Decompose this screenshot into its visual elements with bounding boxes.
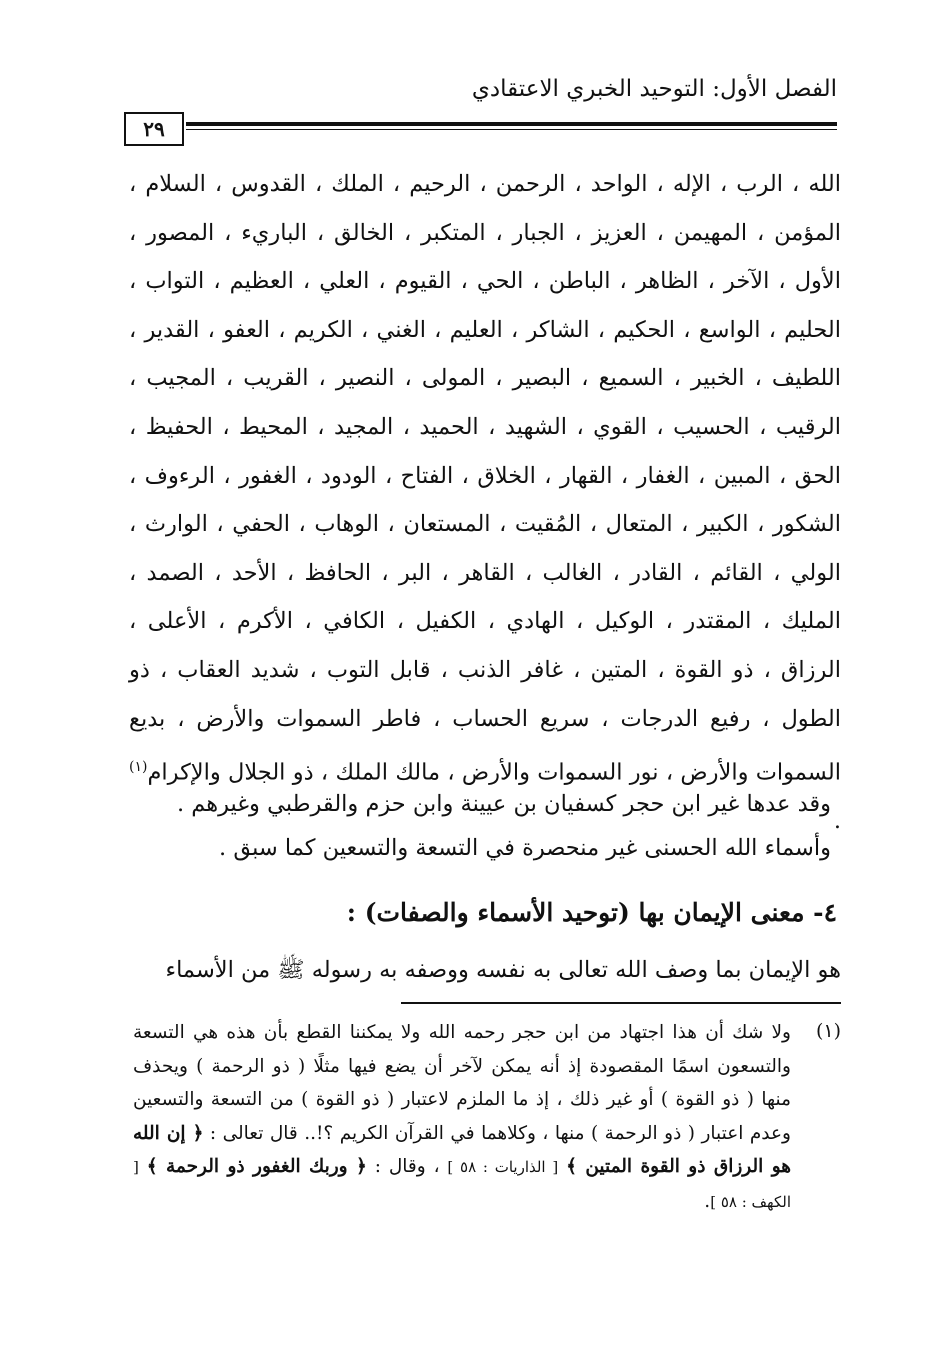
footnote-text-part-2: ، وقال : [374, 1156, 440, 1177]
footnote-text-part-1: ولا شك أن هذا اجتهاد من ابن حجر رحمه الله ولا يمكننا القطع بأن هذه هي التسعة والتسعون اسمًا المقصودة إذ أنه يمكن لآخر أن يضع فيها مثلًا ( ذو الرحمة ) ويحذف منها ( ذو القوة ) أو غير ذلك ، إذ ما الملزم لاعتبار ( ذو القوة ) من التسعة والتسعين وعدم اعتبار ( ذو الرحمة ) منها ، وكلاهما في القرآن الكريم ؟!.. قال تعالى : [133, 1022, 791, 1144]
counting-line-1: وقد عدها غير ابن حجر كسفيان بن عيينة وابن حزم والقرطبي وغيرهم . [176, 791, 831, 817]
definition-paragraph: هو الإيمان بما وصف الله تعالى به نفسه ووصفه به رسوله ﷺ من الأسماء [165, 957, 841, 983]
footnote-marker: (١) [815, 1020, 841, 1042]
quran-verse-1: ﴿ إن الله هو الرزاق ذو القوة المتين ﴾ [133, 1122, 792, 1177]
header-rule-thin [186, 129, 837, 130]
header-rule-thick [186, 122, 837, 126]
footnote-end: . [704, 1190, 711, 1212]
counting-line-2: وأسماء الله الحسنى غير منحصرة في التسعة والتسعين كما سبق . [219, 835, 831, 861]
names-list: الله ، الرب ، الإله ، الواحد ، الرحمن ، الرحيم ، الملك ، القدوس ، السلام ، المؤمن ، المهيمن ، العزيز ، الجبار ، المتكبر ، الخالق ، الباريء ، المصور ، الأول ، الآخر ، الظاهر ، الباطن ، الحي ، القيوم ، العلي ، العظيم ، التواب ، الحليم ، الواسع ، الحكيم ، الشاكر ، العليم ، الغني ، الكريم ، العفو ، القدير ، اللطيف ، الخبير ، السميع ، البصير ، المولى ، النصير ، القريب ، المجيب ، الرقيب ، الحسيب ، القوي ، الشهيد ، الحميد ، المجيد ، المحيط ، الحفيظ ، الحق ، المبين ، الغفار ، القهار ، الخلاق ، الفتاح ، الودود ، الغفور ، الرءوف ، الشكور ، الكبير ، المتعال ، المُقيت ، المستعان ، الوهاب ، الحفي ، الوارث ، الولي ، القائم ، القادر ، الغالب ، القاهر ، البر ، الحافظ ، الأحد ، الصمد ، المليك ، المقتدر ، الوكيل ، الهادي ، الكفيل ، الكافي ، الأكرم ، الأعلى ، الرزاق ، ذو القوة ، المتين ، غافر الذنب ، قابل التوب ، شديد العقاب ، ذو الطول ، رفيع الدرجات ، سريع الحساب ، فاطر السموات والأرض ، بديع السموات والأرض ، نور السموات والأرض ، مالك الملك ، ذو الجلال والإكرام [129, 171, 841, 786]
quran-verse-2: ﴿ وربك الغفور ذو الرحمة ﴾ [146, 1156, 367, 1177]
section-heading: ٤- معنى الإيمان بها (توحيد الأسماء والصفات) : [346, 898, 837, 927]
verse-reference-1: [ الذاريات : ٥٨ ] [447, 1158, 559, 1176]
names-end: . [833, 808, 841, 835]
running-head: الفصل الأول: التوحيد الخبري الاعتقادي [471, 76, 837, 102]
counting-paragraph [126, 782, 831, 870]
footnote-text [133, 1016, 791, 1219]
names-paragraph [129, 160, 841, 846]
verse-reference-2: [ الكهف : ٥٨ ] [133, 1158, 791, 1211]
page-number: ٢٩ [124, 112, 184, 146]
footnote-separator [401, 1002, 841, 1004]
footnote-reference[interactable]: (١) [129, 759, 148, 776]
